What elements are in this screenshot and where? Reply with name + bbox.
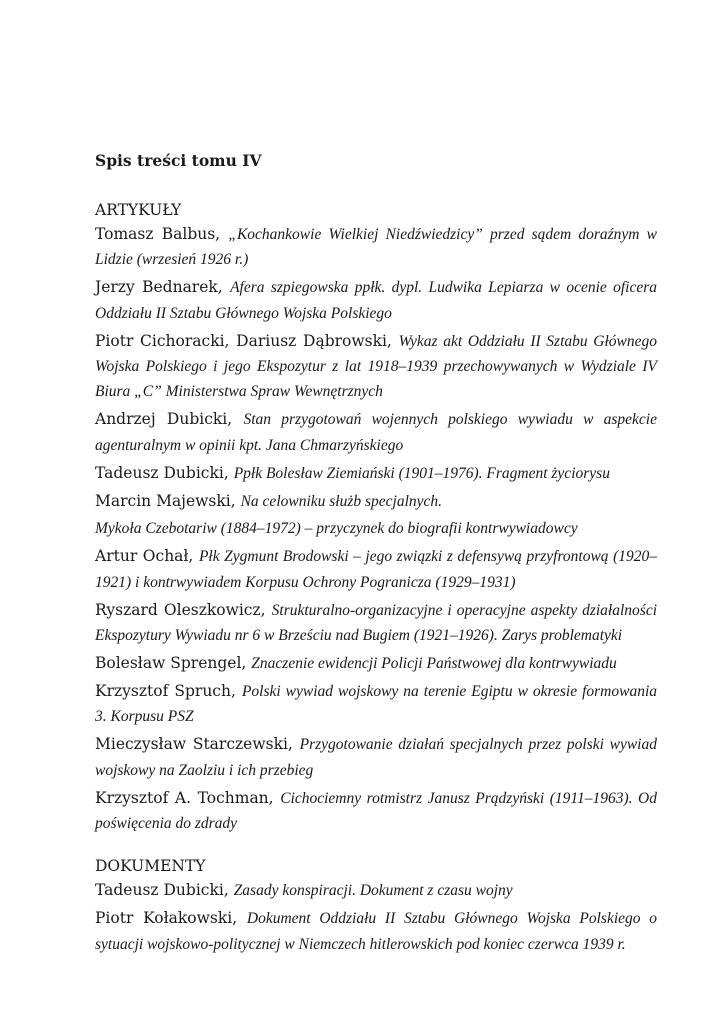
entry-author: Mieczysław Starczewski, [95, 735, 300, 754]
entry-title: Strukturalno-organizacyjne i operacyjne aspekty działalności Ekspozytury Wywiadu nr 6 w Brześciu nad Bugiem (1921–1926). Zarys problematyki [95, 601, 658, 645]
entry-title: Znaczenie ewidencji Policji Państwowej dla kontrwywiadu [251, 655, 617, 672]
entry-author: Bolesław Sprengel, [95, 654, 252, 672]
entry-title: Cichociemny rotmistrz Janusz Prądzyński (1911–1963). Od poświęcenia do zdrady [95, 789, 657, 832]
entry-title: Płk Zygmunt Brodowski – jego związki z defensywą przyfrontową (1920–1921) i kontrwywiadem Korpusu Ochrony Pogranicza (1929–1931) [95, 548, 657, 591]
list-item [95, 786, 657, 837]
entry-author: Ryszard Oleszkowicz, [95, 600, 272, 619]
list-item [95, 598, 657, 649]
list-item [95, 407, 657, 458]
entry-title: Afera szpiegowska ppłk. dypl. Ludwika Lepiarza w ocenie oficera Oddziału II Sztabu Głównego Wojska Polskiego [95, 279, 657, 322]
list-item [95, 275, 657, 326]
list-item [95, 679, 657, 730]
entry-title: Mykoła Czebotariw (1884–1972) – przyczynek do biografii kontrwywiadowcy [95, 520, 578, 538]
list-item [95, 516, 657, 541]
list-item [95, 906, 657, 957]
entry-author: Piotr Cichoracki, Dariusz Dąbrowski, [95, 331, 399, 350]
list-item [95, 329, 657, 405]
entry-title: Polski wywiad wojskowy na terenie Egiptu w okresie formowania 3. Korpusu PSZ [95, 682, 657, 726]
entry-author: Piotr Kołakowski, [95, 909, 247, 928]
entry-title: „Kochankowie Wielkiej Niedźwiedzicy” przed sądem doraźnym w Lidzie (wrzesień 1926 r.) [95, 226, 657, 269]
entry-title: Wykaz akt Oddziału II Sztabu Głównego Wojska Polskiego i jego Ekspozytur z lat 1918–1939 przechowywanych w Wydziale IV Biura „C” Ministerstwa Spraw Wewnętrznych [95, 332, 658, 401]
section-heading-articles: ARTYKUŁY [95, 201, 182, 219]
entry-title: Zasady konspiracji. Dokument z czasu wojny [233, 882, 513, 900]
entry-title: Przygotowanie działań specjalnych przez polski wywiad wojskowy na Zaolziu i ich przebieg [95, 736, 657, 779]
entry-author: Tadeusz Dubicki, [95, 463, 234, 482]
entry-title: Na celowniku służb specjalnych. [240, 492, 443, 510]
entry-author: Andrzej Dubicki, [95, 410, 244, 429]
entry-author: Krzysztof Spruch, [95, 681, 242, 700]
entry-author: Jerzy Bednarek, [95, 278, 231, 297]
entry-author: Tadeusz Dubicki, [95, 881, 234, 900]
list-item [95, 878, 657, 903]
entry-author: Marcin Majewski, [95, 491, 241, 510]
entry-author: Krzysztof A. Tochman, [95, 788, 281, 807]
table-of-contents [95, 150, 657, 960]
list-item [95, 651, 657, 676]
page-title: Spis treści tomu IV [95, 151, 262, 170]
entry-title: Stan przygotowań wojennych polskiego wywiadu w aspekcie agenturalnym w opinii kpt. Jana Chmarzyńskiego [95, 411, 657, 454]
list-item [95, 461, 657, 486]
entry-author: Tomasz Balbus, [95, 225, 229, 243]
entry-author: Artur Ochał, [95, 547, 199, 566]
list-item [95, 544, 657, 595]
list-item [95, 732, 657, 783]
entry-title: Ppłk Bolesław Ziemiański (1901–1976). Fragment życiorysu [233, 464, 610, 482]
entry-title: Dokument Oddziału II Sztabu Głównego Wojska Polskiego o sytuacji wojskowo-politycznej w Niemczech hitlerowskich pod koniec czerwca 1939 r. [95, 910, 657, 953]
list-item [95, 222, 657, 273]
section-heading-documents: DOKUMENTY [95, 857, 206, 876]
list-item [95, 489, 657, 514]
